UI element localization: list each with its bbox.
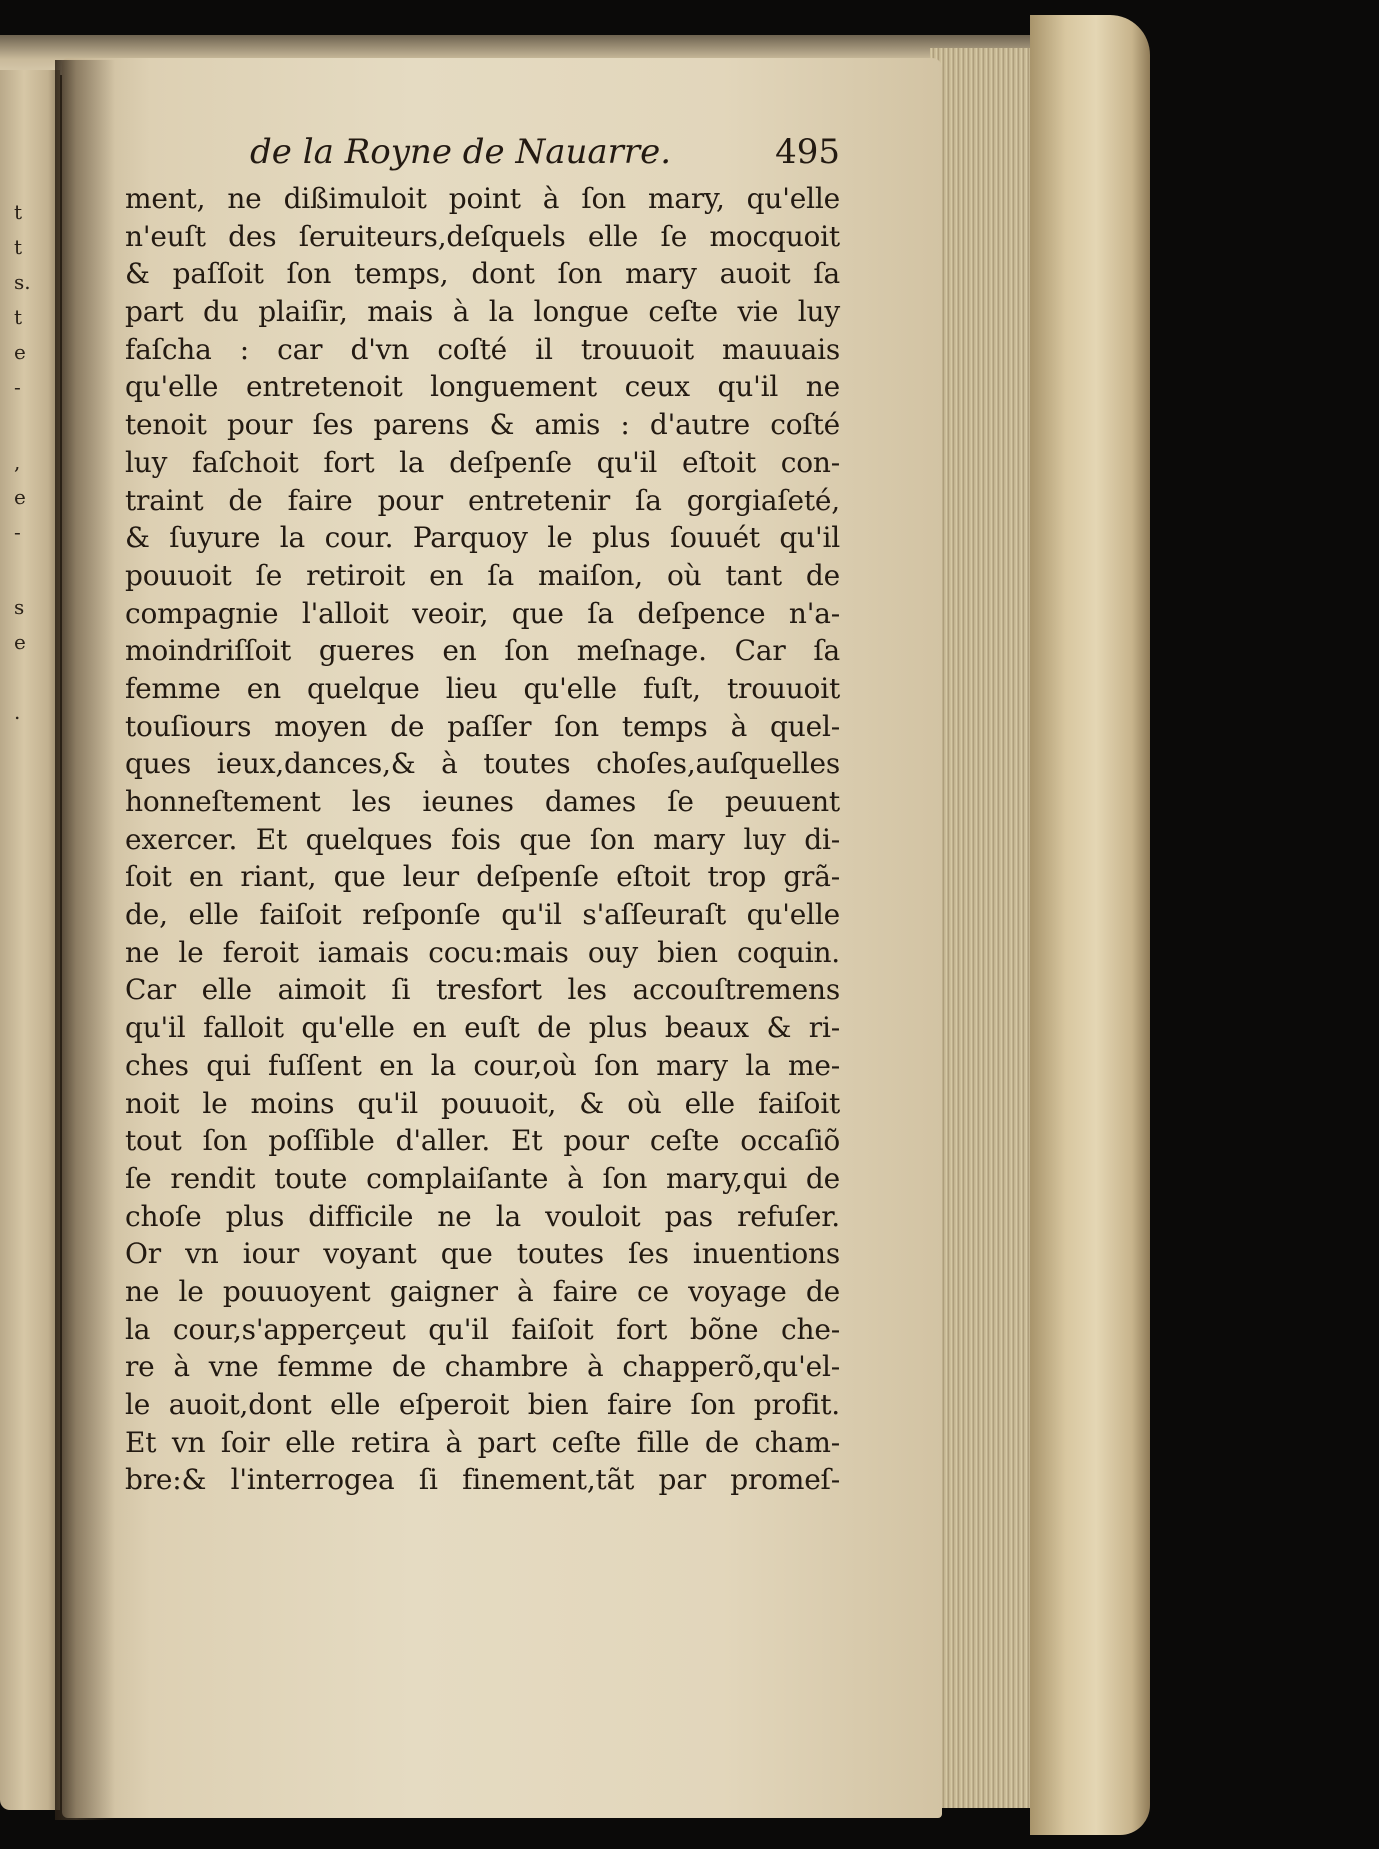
left-page-fragment: - bbox=[14, 375, 21, 399]
running-head bbox=[125, 110, 840, 180]
left-page-fragment: e bbox=[14, 485, 26, 509]
body-text bbox=[125, 180, 840, 1499]
text-line: qu'il falloit qu'elle en euſt de plus beaux & ri- bbox=[125, 1011, 840, 1045]
text-line: ment, ne dißimuloit point à ſon mary, qu'elle bbox=[125, 182, 840, 215]
running-head-title: de la Royne de Nauarre. bbox=[250, 132, 672, 172]
text-line: & ſuyure la cour. Parquoy le plus ſouuét qu'il bbox=[125, 521, 840, 555]
text-line: pouuoit ſe retiroit en ſa maiſon, où tant de bbox=[125, 558, 840, 592]
left-page-fragment: . bbox=[14, 700, 21, 724]
text-line: ſe rendit toute complaiſante à ſon mary,qui de bbox=[125, 1161, 840, 1195]
text-line: femme en quelque lieu qu'elle fuſt, trouuoit bbox=[125, 671, 840, 705]
text-line: la cour,s'apperçeut qu'il faiſoit fort bõne che- bbox=[125, 1312, 840, 1346]
text-line: honneſtement les ieunes dames ſe peuuent bbox=[125, 785, 840, 818]
text-line: exercer. Et quelques fois que ſon mary luy di- bbox=[125, 822, 840, 856]
text-line: tout ſon poſſible d'aller. Et pour ceſte occaſiõ bbox=[125, 1124, 840, 1158]
text-line: ne le pouuoyent gaigner à faire ce voyage de bbox=[125, 1274, 840, 1308]
text-line: ques ieux,dances,& à toutes choſes,auſquelles bbox=[125, 747, 840, 781]
text-line: luy faſchoit fort la deſpenſe qu'il eſtoit con- bbox=[125, 445, 840, 479]
text-line: Et vn ſoir elle retira à part ceſte fille de cham- bbox=[125, 1425, 840, 1459]
left-page-fragment: , bbox=[14, 450, 21, 474]
gutter-shadow bbox=[55, 60, 115, 1820]
text-line: re à vne femme de chambre à chapperõ,qu'el- bbox=[125, 1350, 840, 1384]
text-line: compagnie l'alloit veoir, que ſa deſpence n'a- bbox=[125, 596, 840, 630]
text-line: traint de faire pour entretenir ſa gorgiaſeté, bbox=[125, 483, 840, 517]
left-page-fragment: t bbox=[14, 200, 23, 224]
text-line: noit le moins qu'il pouuoit, & où elle faiſoit bbox=[125, 1086, 840, 1120]
text-line: qu'elle entretenoit longuement ceux qu'il ne bbox=[125, 370, 840, 404]
left-page-fragment: t bbox=[14, 305, 23, 329]
left-page-fragment: t bbox=[14, 235, 23, 259]
text-line: n'euſt des ſeruiteurs,deſquels elle ſe mocquoit bbox=[125, 219, 840, 253]
text-line: ſoit en riant, que leur deſpenſe eſtoit trop grã- bbox=[125, 860, 840, 894]
left-page-fragment: s bbox=[14, 595, 25, 619]
text-line: Car elle aimoit ſi tresfort les accouſtremens bbox=[125, 973, 840, 1007]
text-line: ches qui fuſſent en la cour,où ſon mary la me- bbox=[125, 1048, 840, 1082]
left-page-fragment: - bbox=[14, 520, 21, 544]
text-line: part du plaiſir, mais à la longue ceſte vie luy bbox=[125, 295, 840, 329]
left-page-fragment: e bbox=[14, 630, 26, 654]
left-page-fragment: s. bbox=[14, 270, 31, 294]
text-line: Or vn iour voyant que toutes ſes inuentions bbox=[125, 1237, 840, 1271]
vellum-cover bbox=[1030, 15, 1150, 1835]
text-line: choſe plus difficile ne la vouloit pas refuſer. bbox=[125, 1199, 840, 1233]
text-line: ne le feroit iamais cocu:mais ouy bien coquin. bbox=[125, 935, 840, 969]
text-line: bre:& l'interrogea ſi finement,tãt par promeſ- bbox=[125, 1463, 840, 1497]
text-line: & paſſoit ſon temps, dont ſon mary auoit ſa bbox=[125, 257, 840, 291]
page-text-block bbox=[125, 110, 840, 1499]
text-line: de, elle faiſoit reſponſe qu'il s'aſſeuraſt qu'elle bbox=[125, 898, 840, 932]
text-line: tenoit pour ſes parens & amis : d'autre coſté bbox=[125, 408, 840, 442]
text-line: faſcha : car d'vn coſté il trouuoit mauuais bbox=[125, 332, 840, 366]
text-line: moindriſſoit gueres en ſon meſnage. Car ſa bbox=[125, 634, 840, 668]
text-line: le auoit,dont elle eſperoit bien faire ſon profit. bbox=[125, 1388, 840, 1421]
text-line: touſiours moyen de paſſer ſon temps à quel- bbox=[125, 709, 840, 743]
page-number: 495 bbox=[775, 132, 840, 172]
page-stack-fore-edge bbox=[930, 48, 1040, 1808]
left-page-edge bbox=[0, 70, 60, 1810]
left-page-fragment: e bbox=[14, 340, 26, 364]
